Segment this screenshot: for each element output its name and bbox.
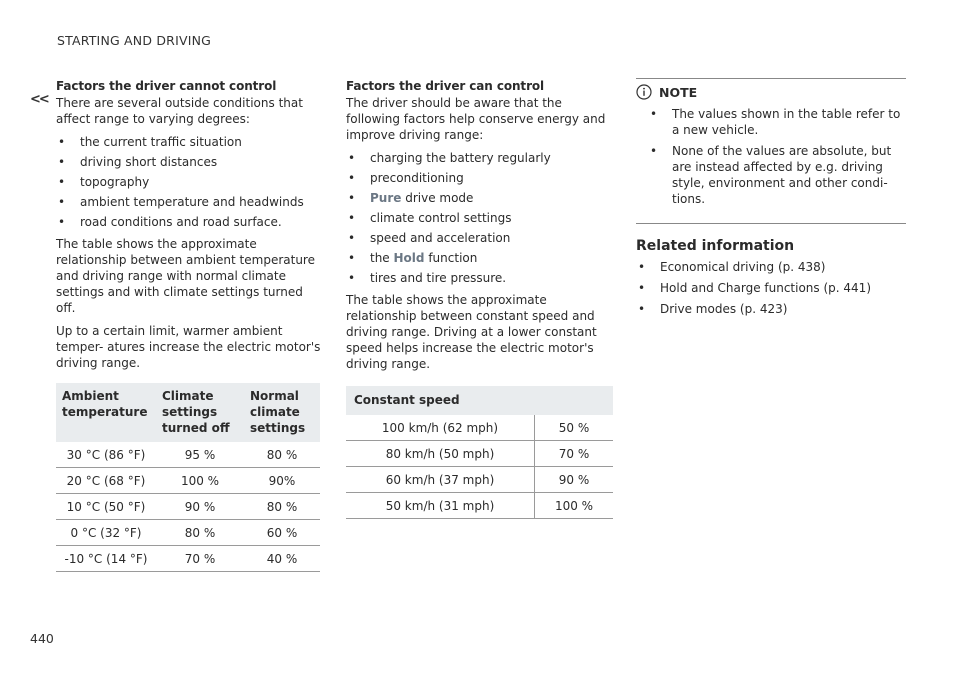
- table-cell: 50 %: [535, 415, 614, 441]
- table-cell: 80 %: [156, 520, 244, 546]
- table-cell: 60 %: [244, 520, 320, 546]
- table-header: Normal climate settings: [244, 383, 320, 442]
- intro-cannot-control: There are several outside conditions that affect range to varying degrees:: [56, 96, 303, 126]
- list-item: • tires and tire pressure.: [346, 270, 614, 286]
- list-item-text: drive mode: [401, 191, 474, 205]
- speed-range-table: [346, 386, 613, 519]
- back-chevron-icon[interactable]: <<: [30, 92, 48, 107]
- list-item: [346, 250, 614, 266]
- hold-function-keyword: Hold: [393, 251, 425, 265]
- list-item: • speed and acceleration: [346, 230, 614, 246]
- table-header: Ambient temperature: [56, 383, 156, 442]
- table-cell: 100 %: [535, 493, 614, 519]
- list-item: • ambient temperature and headwinds: [56, 194, 326, 210]
- list-item-text: the: [370, 251, 394, 265]
- related-information-heading: Related information: [636, 238, 795, 254]
- info-icon: [636, 84, 652, 100]
- table-row: [346, 441, 613, 467]
- table-row: [56, 520, 320, 546]
- list-item: • The values shown in the table refer to a new vehicle.: [636, 106, 906, 138]
- section-header: STARTING AND DRIVING: [57, 33, 212, 48]
- table-cell: 80 %: [244, 494, 320, 520]
- list-item: • charging the battery regularly: [346, 150, 614, 166]
- table-row: [56, 468, 320, 494]
- temperature-range-table: [56, 383, 320, 572]
- table-cell: 100 km/h (62 mph): [346, 415, 535, 441]
- related-links-list: [636, 259, 906, 317]
- list-item: [346, 190, 614, 206]
- left-column: [56, 78, 326, 572]
- table-cell: 50 km/h (31 mph): [346, 493, 535, 519]
- related-link[interactable]: • Economical driving (p. 438): [636, 259, 906, 275]
- list-item-text: function: [424, 251, 478, 265]
- table-cell: 70 %: [535, 441, 614, 467]
- table-row: [346, 493, 613, 519]
- controllable-factors-list: [346, 150, 614, 286]
- table-cell: 70 %: [156, 546, 244, 572]
- list-item: • road conditions and road surface.: [56, 214, 326, 230]
- table-row: [346, 467, 613, 493]
- table-cell: 30 °C (86 °F): [56, 442, 156, 468]
- table-cell: 40 %: [244, 546, 320, 572]
- note-list: [636, 106, 906, 207]
- heading-cannot-control: Factors the driver cannot control: [56, 79, 277, 93]
- pure-mode-keyword: Pure: [370, 191, 402, 205]
- heading-can-control: Factors the driver can control: [346, 79, 545, 93]
- table-cell: 0 °C (32 °F): [56, 520, 156, 546]
- middle-column: [346, 78, 614, 519]
- table-header: Constant speed: [346, 386, 613, 415]
- table-cell: 90 %: [156, 494, 244, 520]
- table-cell: 80 km/h (50 mph): [346, 441, 535, 467]
- table-cell: 90 %: [535, 467, 614, 493]
- table-header: Climate settings turned off: [156, 383, 244, 442]
- list-item: • topography: [56, 174, 326, 190]
- note-box: [636, 78, 906, 224]
- right-column: [636, 78, 906, 323]
- table-cell: 90%: [244, 468, 320, 494]
- note-title: NOTE: [659, 84, 698, 100]
- page-number: 440: [30, 631, 54, 646]
- list-item: • the current traffic situation: [56, 134, 326, 150]
- table-cell: 20 °C (68 °F): [56, 468, 156, 494]
- intro-can-control: The driver should be aware that the following factors help conserve energy and improve driving range:: [346, 96, 606, 142]
- related-link[interactable]: • Hold and Charge functions (p. 441): [636, 280, 906, 296]
- table-row: [56, 442, 320, 468]
- table-row: [56, 546, 320, 572]
- temperature-table-description: The table shows the approximate relationship between ambient temperature and driving range with normal climate settings and with climate settings turned off.: [56, 237, 315, 315]
- related-link[interactable]: • Drive modes (p. 423): [636, 301, 906, 317]
- warmer-temperature-note: Up to a certain limit, warmer ambient temper- atures increase the electric motor's driving range.: [56, 324, 321, 370]
- table-cell: 100 %: [156, 468, 244, 494]
- speed-table-description: The table shows the approximate relationship between constant speed and driving range. Driving at a lower constant speed helps increase the electric motor's driving range.: [346, 293, 597, 371]
- table-row: [56, 494, 320, 520]
- list-item: • preconditioning: [346, 170, 614, 186]
- uncontrollable-factors-list: [56, 134, 326, 230]
- table-cell: 10 °C (50 °F): [56, 494, 156, 520]
- table-cell: 80 %: [244, 442, 320, 468]
- table-cell: 95 %: [156, 442, 244, 468]
- table-cell: 60 km/h (37 mph): [346, 467, 535, 493]
- list-item: • None of the values are absolute, but are instead affected by e.g. driving style, environment and other condi- tions.: [636, 143, 906, 207]
- table-cell: -10 °C (14 °F): [56, 546, 156, 572]
- list-item: • driving short distances: [56, 154, 326, 170]
- note-header: [636, 84, 906, 100]
- list-item: • climate control settings: [346, 210, 614, 226]
- table-row: [346, 415, 613, 441]
